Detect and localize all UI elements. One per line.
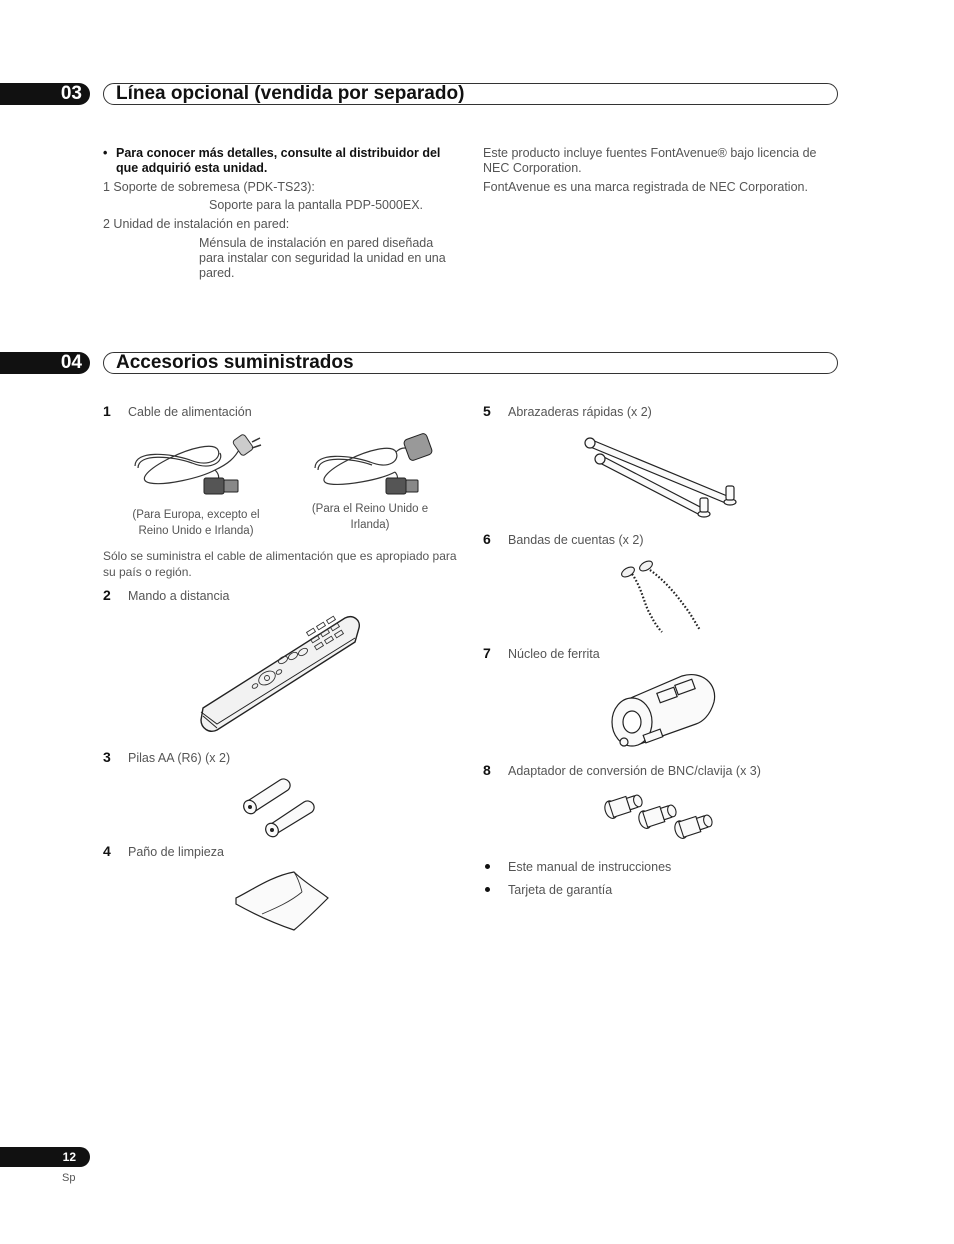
item-5-number: 5 (483, 403, 491, 419)
power-cable-eu-caption: (Para Europa, excepto el Reino Unido e Irlanda) (132, 509, 260, 537)
extra-1-bullet (485, 864, 490, 869)
option-1-description: Soporte para la pantalla PDP-5000EX. (209, 198, 424, 212)
item-3-number: 3 (103, 749, 111, 765)
section-04-title: Accesorios suministrados (116, 352, 354, 373)
power-cable-uk-caption: (Para el Reino Unido e Irlanda) (311, 503, 429, 531)
power-cable-eu-illustration (130, 428, 270, 500)
bead-bands-illustration (618, 558, 708, 634)
page-number-badge: 12 (0, 1147, 90, 1167)
section-03-title: Línea opcional (vendida por separado) (116, 83, 465, 104)
extra-warranty-card: Tarjeta de garantía (508, 883, 613, 897)
ferrite-core-illustration (606, 670, 722, 752)
item-1-label: Cable de alimentación (128, 405, 252, 419)
section-04-number-badge: 04 (0, 352, 90, 374)
section-03-number-badge: 03 (0, 83, 90, 105)
item-7-label: Núcleo de ferrita (508, 647, 600, 661)
extra-2-bullet (485, 887, 490, 892)
item-4-number: 4 (103, 843, 111, 859)
item-1-number: 1 (103, 403, 111, 419)
font-license-note: Este producto incluye fuentes FontAvenue® bajo licencia de NEC Corporation. (483, 146, 817, 175)
item-6-number: 6 (483, 531, 491, 547)
item-8-label: Adaptador de conversión de BNC/clavija (x 3) (508, 764, 761, 778)
item-2-number: 2 (103, 587, 111, 603)
power-cable-uk-illustration (310, 428, 440, 500)
item-6-label: Bandas de cuentas (x 2) (508, 533, 644, 547)
batteries-illustration (238, 774, 323, 836)
language-code: Sp (62, 1172, 76, 1184)
item-3-label: Pilas AA (R6) (x 2) (128, 751, 231, 765)
item-2-label: Mando a distancia (128, 589, 230, 603)
note-bullet: • (103, 146, 108, 160)
cleaning-cloth-illustration (232, 868, 332, 934)
option-1-label: 1 Soporte de sobremesa (PDK-TS23): (103, 180, 315, 194)
option-2-label: 2 Unidad de instalación en pared: (103, 217, 290, 231)
remote-control-illustration (195, 612, 365, 732)
item-4-label: Paño de limpieza (128, 845, 224, 859)
trademark-note: FontAvenue es una marca registrada de NEC Corporation. (483, 180, 808, 194)
item-5-label: Abrazaderas rápidas (x 2) (508, 405, 652, 419)
power-cable-note: Sólo se suministra el cable de alimentación que es apropiado para su país o región. (103, 549, 457, 579)
distributor-note: Para conocer más detalles, consulte al distribuidor del que adquirió esta unidad. (116, 146, 441, 175)
item-8-number: 8 (483, 762, 491, 778)
extra-manual: Este manual de instrucciones (508, 860, 672, 874)
cable-ties-illustration (582, 430, 742, 522)
option-2-description: Ménsula de instalación en pared diseñada para instalar con seguridad la unidad en una pared. (199, 236, 446, 280)
bnc-adapters-illustration (602, 788, 722, 846)
item-7-number: 7 (483, 645, 491, 661)
